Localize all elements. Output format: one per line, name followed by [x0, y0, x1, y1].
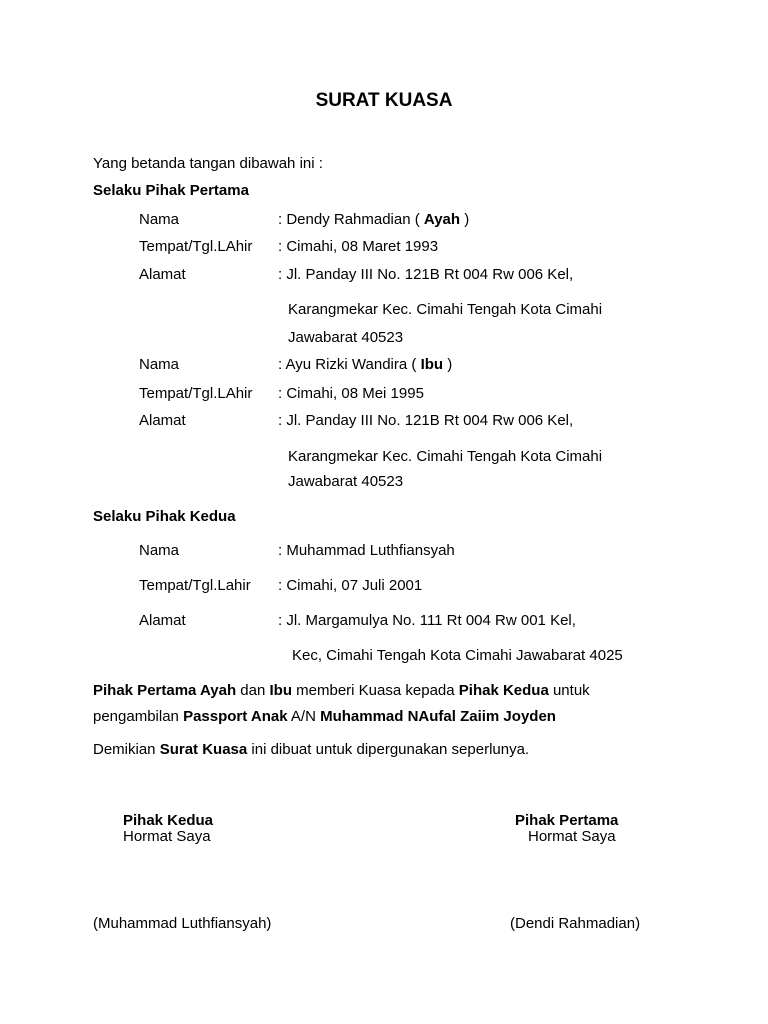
mother-name-label: Nama [139, 356, 180, 373]
closing-text: Demikian Surat Kuasa ini dibuat untuk dipergunakan seperlunya. [93, 741, 530, 758]
second-address-label: Alamat [139, 612, 186, 629]
father-name-value: : Dendy Rahmadian ( Ayah ) [278, 211, 470, 228]
mother-birth-label: Tempat/Tgl.LAhir [139, 385, 253, 402]
father-address-line2: Karangmekar Kec. Cimahi Tengah Kota Cimahi [288, 301, 603, 318]
second-address-line2: Kec, Cimahi Tengah Kota Cimahi Jawabarat 4025 [292, 647, 623, 664]
first-party-heading: Selaku Pihak Pertama [93, 182, 249, 199]
mother-address-line2: Karangmekar Kec. Cimahi Tengah Kota Cimahi [288, 448, 603, 465]
signature-left-greeting: Hormat Saya [123, 828, 211, 845]
mother-name-value: : Ayu Rizki Wandira ( Ibu ) [278, 356, 453, 373]
mother-address-line1: : Jl. Panday III No. 121B Rt 004 Rw 006 Kel, [278, 412, 574, 429]
father-role: Ayah [423, 211, 461, 228]
statement-line2: pengambilan Passport Anak A/N Muhammad NAufal Zaiim Joyden [93, 708, 556, 725]
second-name-value: : Muhammad Luthfiansyah [278, 542, 455, 559]
document-title: SURAT KUASA [315, 90, 453, 111]
father-address-label: Alamat [139, 266, 186, 283]
father-address-line3: Jawabarat 40523 [288, 329, 404, 346]
father-birth-value: : Cimahi, 08 Maret 1993 [278, 238, 439, 255]
signature-left-name: (Muhammad Luthfiansyah) [93, 915, 272, 932]
mother-address-line3: Jawabarat 40523 [288, 473, 404, 490]
mother-address-label: Alamat [139, 412, 186, 429]
father-address-line1: : Jl. Panday III No. 121B Rt 004 Rw 006 Kel, [278, 266, 574, 283]
second-birth-label: Tempat/Tgl.Lahir [139, 577, 251, 594]
statement-line1: Pihak Pertama Ayah dan Ibu memberi Kuasa kepada Pihak Kedua untuk [93, 682, 590, 699]
second-name-label: Nama [139, 542, 180, 559]
signature-left-role: Pihak Kedua [123, 812, 214, 829]
father-name-label: Nama [139, 211, 180, 228]
mother-role: Ibu [420, 356, 444, 373]
signature-right-role: Pihak Pertama [515, 812, 619, 829]
father-birth-label: Tempat/Tgl.LAhir [139, 238, 253, 255]
signature-right-name: (Dendi Rahmadian) [510, 915, 641, 932]
second-address-line1: : Jl. Margamulya No. 111 Rt 004 Rw 001 Kel, [278, 612, 576, 629]
second-birth-value: : Cimahi, 07 Juli 2001 [278, 577, 423, 594]
second-party-heading: Selaku Pihak Kedua [93, 508, 236, 525]
intro-text: Yang betanda tangan dibawah ini : [93, 155, 323, 172]
mother-birth-value: : Cimahi, 08 Mei 1995 [278, 385, 424, 402]
signature-right-greeting: Hormat Saya [528, 828, 616, 845]
